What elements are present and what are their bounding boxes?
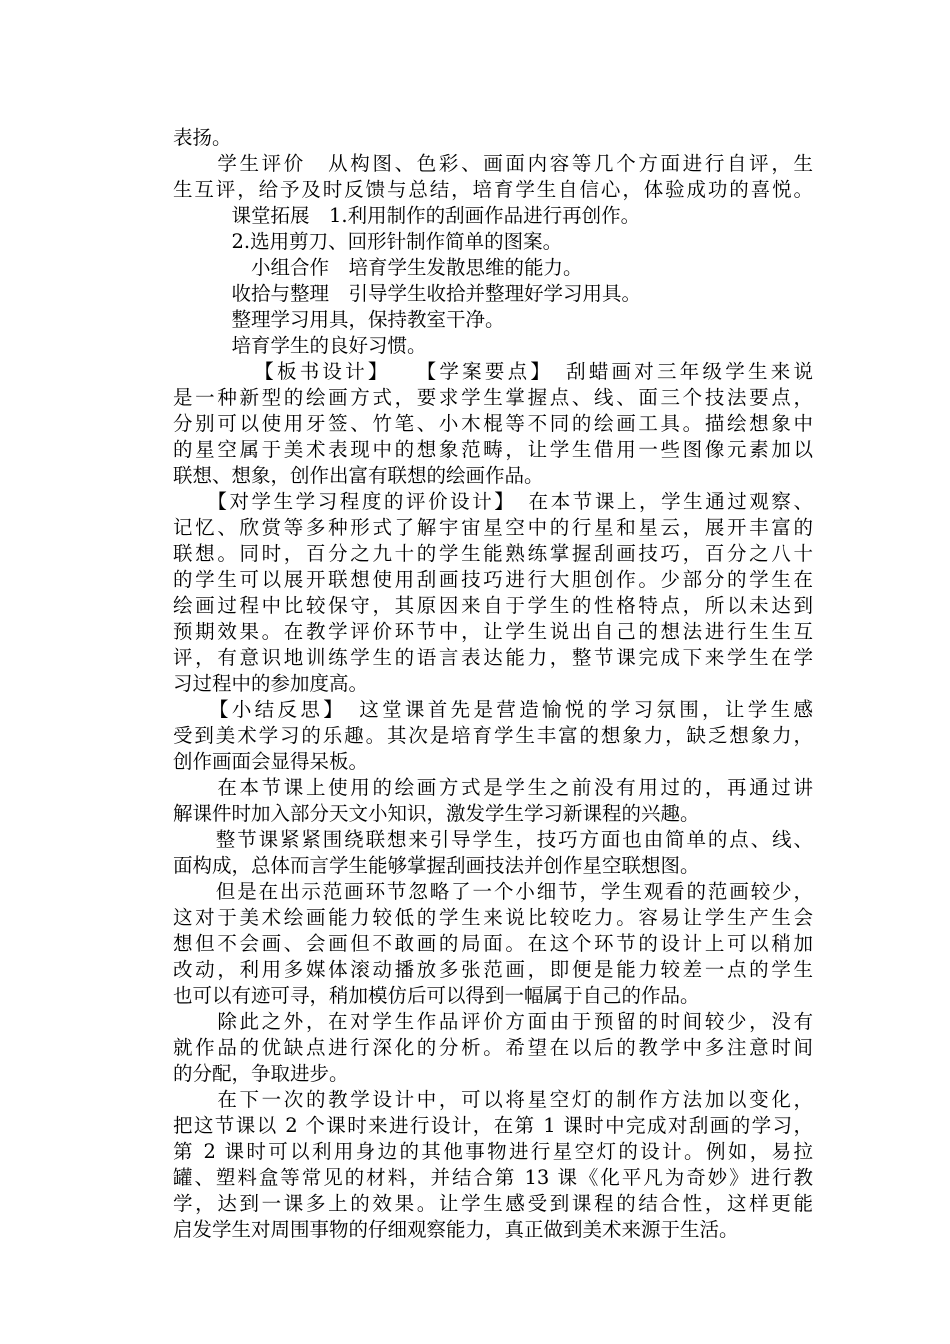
text-line: 是一种新型的绘画方式，要求学生掌握点、线、面三个技法要点， — [173, 386, 813, 409]
text-line: 习过程中的参加度高。 — [173, 672, 369, 695]
text-line: 【小结反思】 这堂课首先是营造愉悦的学习氛围，让学生感 — [173, 698, 813, 721]
text-line: 的分配，争取进步。 — [173, 1062, 349, 1085]
text-line: 在下一次的教学设计中，可以将星空灯的制作方法加以变化， — [173, 1088, 813, 1111]
text-line: 记忆、欣赏等多种形式了解宇宙星空中的行星和星云，展开丰富的 — [173, 516, 813, 539]
text-line: 想但不会画、会画但不敢画的局面。在这个环节的设计上可以稍加 — [173, 932, 813, 955]
text-line: 罐、塑料盒等常见的材料，并结合第 13 课《化平凡为奇妙》进行教 — [173, 1166, 813, 1189]
text-line: 小组合作 培育学生发散思维的能力。 — [173, 256, 583, 279]
text-line: 绘画过程中比较保守，其原因来自于学生的性格特点，所以未达到 — [173, 594, 813, 617]
text-line: 面构成，总体而言学生能够掌握刮画技法并创作星空联想图。 — [173, 854, 700, 877]
text-line: 学生评价 从构图、色彩、画面内容等几个方面进行自评，生 — [173, 152, 813, 175]
text-line: 第 2 课时可以利用身边的其他事物进行星空灯的设计。例如，易拉 — [173, 1140, 813, 1163]
text-line: 改动，利用多媒体滚动播放多张范画，即便是能力较差一点的学生 — [173, 958, 813, 981]
text-line: 课堂拓展 1.利用制作的刮画作品进行再创作。 — [173, 204, 641, 227]
text-line: 的星空属于美术表现中的想象范畴，让学生借用一些图像元素加以 — [173, 438, 813, 461]
text-line: 收拾与整理 引导学生收拾并整理好学习用具。 — [173, 282, 642, 305]
text-line: 预期效果。在教学评价环节中，让学生说出自己的想法进行生生互 — [173, 620, 813, 643]
text-line: 创作画面会显得呆板。 — [173, 750, 369, 773]
text-line: 【板书设计】 【学案要点】 刮蜡画对三年级学生来说 — [173, 360, 813, 383]
text-line: 培育学生的良好习惯。 — [173, 334, 427, 357]
text-line: 2.选用剪刀、回形针制作简单的图案。 — [173, 230, 563, 253]
text-line: 的学生可以展开联想使用刮画技巧进行大胆创作。少部分的学生在 — [173, 568, 813, 591]
text-line: 生互评，给予及时反馈与总结，培育学生自信心，体验成功的喜悦。 — [173, 178, 813, 201]
text-line: 也可以有迹可寻，稍加模仿后可以得到一幅属于自己的作品。 — [173, 984, 700, 1007]
text-line: 表扬。 — [173, 126, 232, 149]
text-line: 评，有意识地训练学生的语言表达能力，整节课完成下来学生在学 — [173, 646, 813, 669]
text-line: 但是在出示范画环节忽略了一个小细节，学生观看的范画较少， — [173, 880, 813, 903]
text-line: 就作品的优缺点进行深化的分析。希望在以后的教学中多注意时间 — [173, 1036, 813, 1059]
text-line: 除此之外，在对学生作品评价方面由于预留的时间较少，没有 — [173, 1010, 813, 1033]
text-line: 解课件时加入部分天文小知识，激发学生学习新课程的兴趣。 — [173, 802, 700, 825]
text-line: 整理学习用具，保持教室干净。 — [173, 308, 505, 331]
text-line: 在本节课上使用的绘画方式是学生之前没有用过的，再通过讲 — [173, 776, 813, 799]
text-line: 联想。同时，百分之九十的学生能熟练掌握刮画技巧，百分之八十 — [173, 542, 813, 565]
text-line: 受到美术学习的乐趣。其次是培育学生丰富的想象力，缺乏想象力， — [173, 724, 813, 747]
text-line: 启发学生对周围事物的仔细观察能力，真正做到美术来源于生活。 — [173, 1218, 739, 1241]
text-line: 学，达到一课多上的效果。让学生感受到课程的结合性，这样更能 — [173, 1192, 813, 1215]
text-line: 联想、想象，创作出富有联想的绘画作品。 — [173, 464, 544, 487]
text-line: 这对于美术绘画能力较低的学生来说比较吃力。容易让学生产生会 — [173, 906, 813, 929]
text-line: 【对学生学习程度的评价设计】 在本节课上，学生通过观察、 — [173, 490, 813, 513]
text-line: 把这节课以 2 个课时来进行设计，在第 1 课时中完成对刮画的学习， — [173, 1114, 813, 1137]
text-line: 整节课紧紧围绕联想来引导学生，技巧方面也由简单的点、线、 — [173, 828, 813, 851]
text-line: 分别可以使用牙签、竹笔、小木棍等不同的绘画工具。描绘想象中 — [173, 412, 813, 435]
